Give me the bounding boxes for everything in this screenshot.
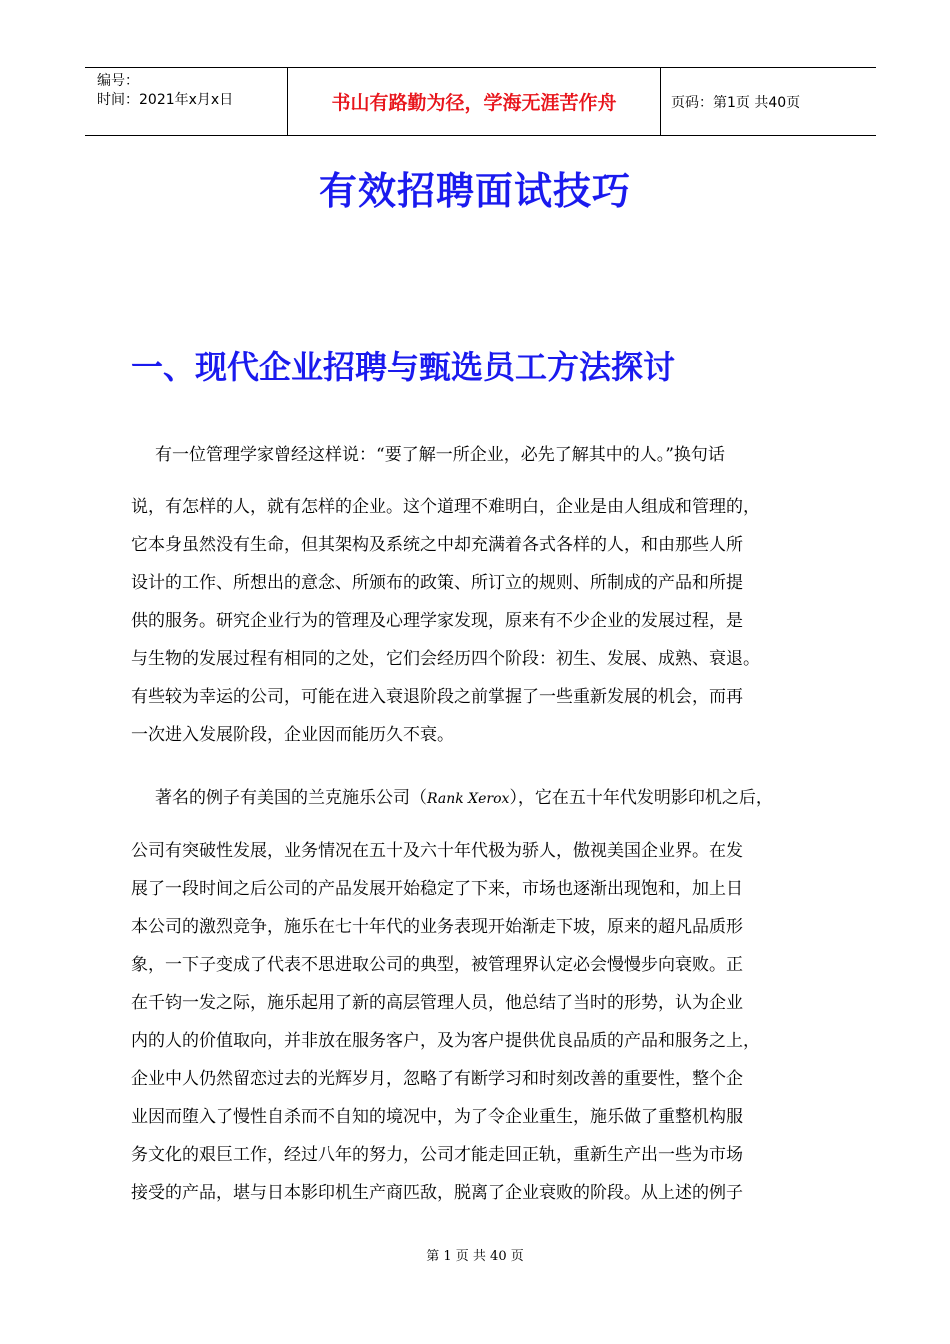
- para1-line: 与生物的发展过程有相同的之处，它们会经历四个阶段：初生、发展、成熟、衰退。: [131, 649, 760, 669]
- motto-text: 书山有路勤为径，学海无涯苦作舟: [331, 92, 617, 114]
- company-name-emphasis: Rank Xerox: [427, 791, 510, 807]
- para1-line: 说，有怎样的人，就有怎样的企业。这个道理不难明白，企业是由人组成和管理的，: [131, 497, 760, 517]
- header-table: [85, 67, 876, 136]
- para1-line: 供的服务。研究企业行为的管理及心理学家发现，原来有不少企业的发展过程，是: [131, 611, 743, 631]
- para1-line: 有些较为幸运的公司，可能在进入衰退阶段之前掌握了一些重新发展的机会，而再: [131, 687, 743, 707]
- para2-line: 内的人的价值取向，并非放在服务客户，及为客户提供优良品质的产品和服务之上，: [131, 1031, 760, 1051]
- page-footer: 第 1 页 共 40 页: [426, 1249, 524, 1264]
- section-heading: 一、现代企业招聘与甄选员工方法探讨: [131, 348, 676, 386]
- header-page-cell: [661, 68, 876, 135]
- para2-first-pre: 著名的例子有美国的兰克施乐公司（: [155, 788, 427, 808]
- paragraph-1: [131, 436, 831, 754]
- paragraph-2: [131, 779, 831, 1212]
- para2-line: 业因而堕入了慢性自杀而不自知的境况中，为了令企业重生，施乐做了重整机构服: [131, 1107, 743, 1127]
- para2-line: 展了一段时间之后公司的产品发展开始稳定了下来，市场也逐渐出现饱和，加上日: [131, 879, 743, 899]
- para2-line: 务文化的艰巨工作，经过八年的努力，公司才能走回正轨，重新生产出一些为市场: [131, 1145, 743, 1165]
- time-label: 时间：2021年x月x日: [97, 92, 234, 108]
- para2-line: 象，一下子变成了代表不思进取公司的典型，被管理界认定必会慢慢步向衰败。正: [131, 955, 743, 975]
- header-meta-cell: [85, 68, 288, 135]
- para2-first-post: ），它在五十年代发明影印机之后，: [509, 788, 773, 808]
- para2-line: 公司有突破性发展，业务情况在五十及六十年代极为骄人，傲视美国企业界。在发: [131, 841, 743, 861]
- para2-line: 在千钧一发之际，施乐起用了新的高层管理人员，他总结了当时的形势，认为企业: [131, 993, 743, 1013]
- para2-line: 企业中人仍然留恋过去的光辉岁月，忽略了有断学习和时刻改善的重要性，整个企: [131, 1069, 743, 1089]
- para1-line: 设计的工作、所想出的意念、所颁布的政策、所订立的规则、所制成的产品和所提: [131, 573, 743, 593]
- para1-line: 一次进入发展阶段，企业因而能历久不衰。: [131, 725, 454, 745]
- para1-line: 有一位管理学家曾经这样说：“要了解一所企业，必先了解其中的人。”换句话: [155, 445, 725, 465]
- para2-first-line: [131, 779, 831, 818]
- para1-line: 它本身虽然没有生命，但其架构及系统之中却充满着各式各样的人，和由那些人所: [131, 535, 743, 555]
- page-info: 页码：第1页 共40页: [671, 94, 801, 111]
- para2-line: 接受的产品，堪与日本影印机生产商匹敌，脱离了企业衰败的阶段。从上述的例子: [131, 1183, 743, 1203]
- document-title: 有效招聘面试技巧: [318, 169, 631, 213]
- number-label: 编号：: [97, 73, 139, 89]
- header-motto-cell: [288, 68, 661, 135]
- para2-line: 本公司的激烈竞争，施乐在七十年代的业务表现开始渐走下坡，原来的超凡品质形: [131, 917, 743, 937]
